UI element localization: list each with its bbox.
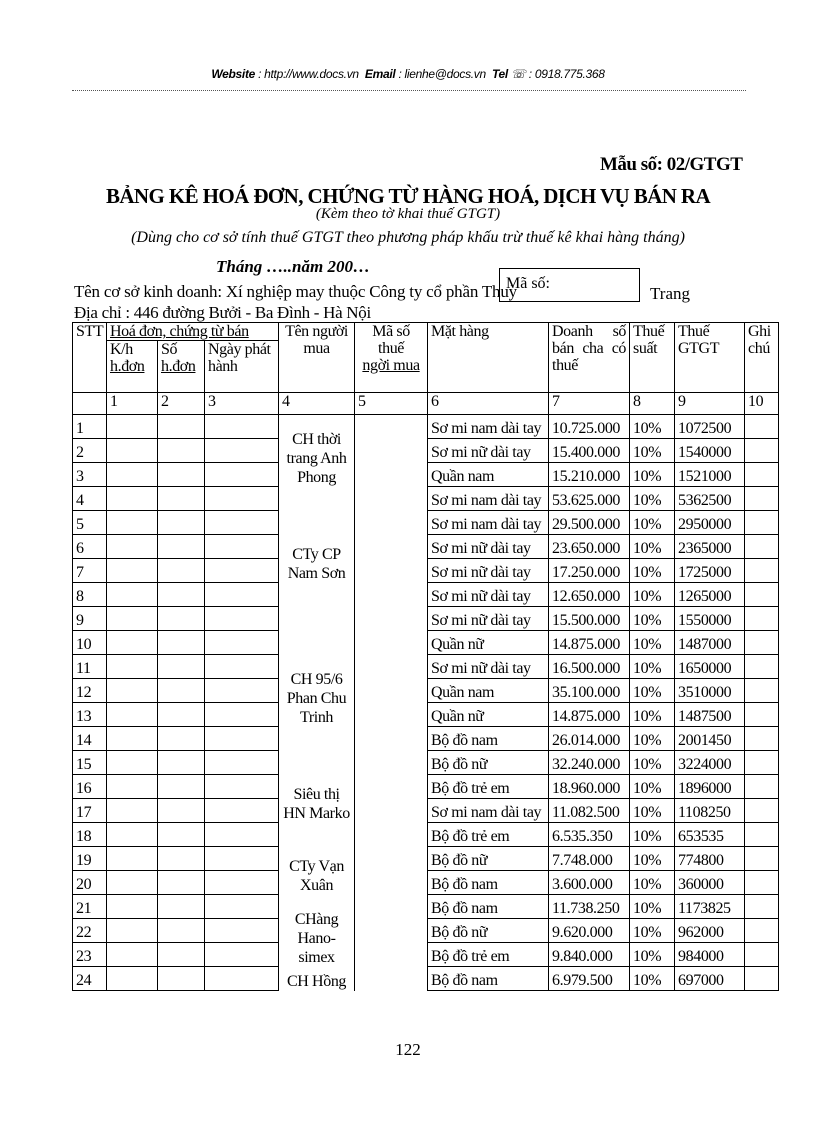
row-invoice-number xyxy=(158,511,205,535)
row-tax-rate: 10% xyxy=(630,679,675,703)
row-item: Bộ đồ nữ xyxy=(428,847,549,871)
row-invoice-symbol xyxy=(107,967,158,991)
row-stt: 18 xyxy=(73,823,107,847)
row-vat: 1550000 xyxy=(675,607,745,631)
row-revenue: 6.535.350 xyxy=(549,823,630,847)
row-revenue: 9.620.000 xyxy=(549,919,630,943)
row-invoice-number xyxy=(158,607,205,631)
form-number: Mẫu số: 02/GTGT xyxy=(600,154,743,175)
col-header-kh: K/h h.đơn xyxy=(107,341,158,393)
row-tax-rate: 10% xyxy=(630,583,675,607)
row-item: Bộ đồ nữ xyxy=(428,919,549,943)
row-stt: 6 xyxy=(73,535,107,559)
row-tax-rate: 10% xyxy=(630,727,675,751)
row-note xyxy=(745,967,779,991)
row-revenue: 23.650.000 xyxy=(549,535,630,559)
row-invoice-symbol xyxy=(107,439,158,463)
column-number xyxy=(73,393,107,415)
row-invoice-number xyxy=(158,463,205,487)
row-tax-rate: 10% xyxy=(630,919,675,943)
row-vat: 1521000 xyxy=(675,463,745,487)
row-stt: 12 xyxy=(73,679,107,703)
row-buyer-taxid xyxy=(355,487,428,583)
row-invoice-date xyxy=(205,703,279,727)
row-tax-rate: 10% xyxy=(630,535,675,559)
row-note xyxy=(745,583,779,607)
row-buyer-name: CHàng Hano-simex xyxy=(279,895,355,967)
row-revenue: 6.979.500 xyxy=(549,967,630,991)
row-revenue: 15.210.000 xyxy=(549,463,630,487)
row-buyer-name: CH 95/6 Phan Chu Trinh xyxy=(279,583,355,727)
row-note xyxy=(745,703,779,727)
row-stt: 23 xyxy=(73,943,107,967)
row-item: Bộ đồ trẻ em xyxy=(428,775,549,799)
row-note xyxy=(745,919,779,943)
row-note xyxy=(745,871,779,895)
row-invoice-symbol xyxy=(107,847,158,871)
row-item: Quần nữ xyxy=(428,703,549,727)
row-tax-rate: 10% xyxy=(630,703,675,727)
row-invoice-number xyxy=(158,967,205,991)
row-item: Sơ mi nữ dài tay xyxy=(428,439,549,463)
row-vat: 984000 xyxy=(675,943,745,967)
tel-label: Tel xyxy=(491,67,508,81)
row-invoice-symbol xyxy=(107,823,158,847)
col-header-item: Mặt hàng xyxy=(428,323,549,393)
row-tax-rate: 10% xyxy=(630,463,675,487)
row-note xyxy=(745,799,779,823)
column-number: 3 xyxy=(205,393,279,415)
col-header-invoice-group: Hoá đơn, chứng từ bán xyxy=(107,323,279,341)
row-vat: 2001450 xyxy=(675,727,745,751)
row-stt: 5 xyxy=(73,511,107,535)
row-revenue: 12.650.000 xyxy=(549,583,630,607)
row-note xyxy=(745,895,779,919)
col-header-date: Ngày phát hành xyxy=(205,341,279,393)
row-vat: 2365000 xyxy=(675,535,745,559)
row-stt: 4 xyxy=(73,487,107,511)
row-item: Sơ mi nữ dài tay xyxy=(428,607,549,631)
email-label: Email xyxy=(364,67,396,81)
row-tax-rate: 10% xyxy=(630,655,675,679)
row-tax-rate: 10% xyxy=(630,439,675,463)
row-invoice-date xyxy=(205,511,279,535)
row-buyer-name: CH Hồng xyxy=(279,967,355,991)
row-tax-rate: 10% xyxy=(630,967,675,991)
row-invoice-date xyxy=(205,607,279,631)
col-header-note: Ghi chú xyxy=(745,323,779,393)
table-row xyxy=(73,727,779,751)
row-item: Quần nam xyxy=(428,463,549,487)
row-tax-rate: 10% xyxy=(630,751,675,775)
col-header-buyer-taxid: Mã số thuế ngời mua xyxy=(355,323,428,393)
column-number: 7 xyxy=(549,393,630,415)
row-note xyxy=(745,679,779,703)
row-buyer-name: CH thời trang Anh Phong xyxy=(279,415,355,487)
row-invoice-symbol xyxy=(107,655,158,679)
table-row xyxy=(73,583,779,607)
row-revenue: 17.250.000 xyxy=(549,559,630,583)
row-invoice-date xyxy=(205,415,279,439)
row-revenue: 11.738.250 xyxy=(549,895,630,919)
row-invoice-symbol xyxy=(107,919,158,943)
row-note xyxy=(745,823,779,847)
column-number: 10 xyxy=(745,393,779,415)
row-invoice-symbol xyxy=(107,799,158,823)
subtitle-method: (Dùng cho cơ sở tính thuế GTGT theo phương pháp khấu trừ thuế kê khai hàng tháng) xyxy=(131,229,685,246)
row-buyer-taxid xyxy=(355,727,428,823)
row-invoice-date xyxy=(205,871,279,895)
row-vat: 1540000 xyxy=(675,439,745,463)
row-stt: 7 xyxy=(73,559,107,583)
row-item: Sơ mi nữ dài tay xyxy=(428,535,549,559)
row-vat: 1487000 xyxy=(675,631,745,655)
row-item: Bộ đồ nam xyxy=(428,895,549,919)
row-stt: 17 xyxy=(73,799,107,823)
row-vat: 697000 xyxy=(675,967,745,991)
row-item: Sơ mi nam dài tay xyxy=(428,799,549,823)
row-invoice-symbol xyxy=(107,703,158,727)
row-invoice-symbol xyxy=(107,511,158,535)
row-stt: 2 xyxy=(73,439,107,463)
row-note xyxy=(745,535,779,559)
row-tax-rate: 10% xyxy=(630,847,675,871)
row-revenue: 53.625.000 xyxy=(549,487,630,511)
row-invoice-symbol xyxy=(107,871,158,895)
row-stt: 10 xyxy=(73,631,107,655)
row-invoice-number xyxy=(158,847,205,871)
row-revenue: 15.500.000 xyxy=(549,607,630,631)
row-buyer-name: CTy CP Nam Sơn xyxy=(279,487,355,583)
row-invoice-date xyxy=(205,727,279,751)
row-invoice-date xyxy=(205,583,279,607)
row-stt: 11 xyxy=(73,655,107,679)
row-vat: 1072500 xyxy=(675,415,745,439)
row-vat: 1650000 xyxy=(675,655,745,679)
row-tax-rate: 10% xyxy=(630,871,675,895)
row-note xyxy=(745,655,779,679)
row-stt: 3 xyxy=(73,463,107,487)
row-tax-rate: 10% xyxy=(630,823,675,847)
row-revenue: 26.014.000 xyxy=(549,727,630,751)
row-item: Bộ đồ nữ xyxy=(428,751,549,775)
row-revenue: 18.960.000 xyxy=(549,775,630,799)
row-note xyxy=(745,559,779,583)
phone-icon: ☏ xyxy=(511,67,526,81)
row-item: Sơ mi nam dài tay xyxy=(428,415,549,439)
row-buyer-name: CTy Vạn Xuân xyxy=(279,823,355,895)
subtitle-attachment: (Kèm theo tờ khai thuế GTGT) xyxy=(315,206,501,222)
row-tax-rate: 10% xyxy=(630,415,675,439)
row-revenue: 29.500.000 xyxy=(549,511,630,535)
row-invoice-date xyxy=(205,895,279,919)
row-item: Bộ đồ nam xyxy=(428,967,549,991)
email-address[interactable]: : lienhe@docs.vn xyxy=(398,67,486,81)
row-invoice-number xyxy=(158,943,205,967)
row-invoice-symbol xyxy=(107,559,158,583)
row-stt: 22 xyxy=(73,919,107,943)
row-invoice-number xyxy=(158,631,205,655)
business-name: Tên cơ sở kinh doanh: Xí nghiệp may thuộc Công ty cổ phần Thuỳ xyxy=(74,282,517,301)
invoice-table xyxy=(72,322,779,991)
row-invoice-date xyxy=(205,535,279,559)
table-body xyxy=(73,415,779,991)
row-revenue: 15.400.000 xyxy=(549,439,630,463)
row-revenue: 3.600.000 xyxy=(549,871,630,895)
col-header-tax-rate: Thuế suất xyxy=(630,323,675,393)
row-tax-rate: 10% xyxy=(630,487,675,511)
document-title: BẢNG KÊ HOÁ ĐƠN, CHỨNG TỪ HÀNG HOÁ, DỊCH VỤ BÁN RA xyxy=(105,184,711,208)
row-invoice-symbol xyxy=(107,775,158,799)
row-tax-rate: 10% xyxy=(630,775,675,799)
table-row xyxy=(73,895,779,919)
row-invoice-number xyxy=(158,775,205,799)
row-tax-rate: 10% xyxy=(630,559,675,583)
row-note xyxy=(745,463,779,487)
row-invoice-number xyxy=(158,559,205,583)
row-note xyxy=(745,847,779,871)
row-revenue: 14.875.000 xyxy=(549,631,630,655)
reporting-period: Tháng …..năm 200… xyxy=(216,257,370,276)
row-note xyxy=(745,943,779,967)
row-invoice-symbol xyxy=(107,895,158,919)
row-invoice-date xyxy=(205,943,279,967)
row-buyer-taxid xyxy=(355,967,428,991)
row-vat: 774800 xyxy=(675,847,745,871)
row-buyer-taxid xyxy=(355,583,428,727)
col-header-so: Số h.đơn xyxy=(158,341,205,393)
row-invoice-symbol xyxy=(107,607,158,631)
row-note xyxy=(745,439,779,463)
row-invoice-date xyxy=(205,463,279,487)
row-invoice-date xyxy=(205,919,279,943)
row-invoice-symbol xyxy=(107,727,158,751)
column-number: 9 xyxy=(675,393,745,415)
row-buyer-taxid xyxy=(355,415,428,487)
row-item: Bộ đồ trẻ em xyxy=(428,943,549,967)
row-invoice-date xyxy=(205,559,279,583)
row-tax-rate: 10% xyxy=(630,943,675,967)
row-stt: 15 xyxy=(73,751,107,775)
row-invoice-number xyxy=(158,655,205,679)
row-note xyxy=(745,751,779,775)
row-vat: 653535 xyxy=(675,823,745,847)
row-stt: 14 xyxy=(73,727,107,751)
row-invoice-symbol xyxy=(107,415,158,439)
row-note xyxy=(745,631,779,655)
row-vat: 5362500 xyxy=(675,487,745,511)
row-vat: 1265000 xyxy=(675,583,745,607)
row-invoice-date xyxy=(205,631,279,655)
table-row xyxy=(73,487,779,511)
row-invoice-number xyxy=(158,751,205,775)
row-stt: 1 xyxy=(73,415,107,439)
row-stt: 20 xyxy=(73,871,107,895)
row-note xyxy=(745,607,779,631)
tax-code-label: Mã số: xyxy=(506,275,550,292)
table-row xyxy=(73,967,779,991)
row-tax-rate: 10% xyxy=(630,511,675,535)
row-invoice-symbol xyxy=(107,679,158,703)
row-invoice-number xyxy=(158,727,205,751)
table-header-row-1 xyxy=(73,323,779,341)
row-invoice-number xyxy=(158,703,205,727)
row-invoice-symbol xyxy=(107,943,158,967)
row-invoice-date xyxy=(205,799,279,823)
row-invoice-symbol xyxy=(107,631,158,655)
column-number-row xyxy=(73,393,779,415)
tel-number: : 0918.775.368 xyxy=(528,67,605,81)
table-row xyxy=(73,823,779,847)
row-vat: 1896000 xyxy=(675,775,745,799)
row-vat: 3510000 xyxy=(675,679,745,703)
row-note xyxy=(745,487,779,511)
row-item: Bộ đồ nam xyxy=(428,871,549,895)
row-revenue: 32.240.000 xyxy=(549,751,630,775)
column-number: 6 xyxy=(428,393,549,415)
column-number: 4 xyxy=(279,393,355,415)
column-number: 8 xyxy=(630,393,675,415)
row-invoice-number xyxy=(158,535,205,559)
row-invoice-number xyxy=(158,583,205,607)
row-invoice-number xyxy=(158,919,205,943)
col-header-stt: STT xyxy=(73,323,107,393)
row-note xyxy=(745,511,779,535)
website-label: Website xyxy=(211,67,256,81)
row-tax-rate: 10% xyxy=(630,607,675,631)
row-vat: 1487500 xyxy=(675,703,745,727)
row-item: Sơ mi nam dài tay xyxy=(428,487,549,511)
row-stt: 13 xyxy=(73,703,107,727)
row-invoice-date xyxy=(205,439,279,463)
row-item: Quần nam xyxy=(428,679,549,703)
row-stt: 16 xyxy=(73,775,107,799)
row-vat: 962000 xyxy=(675,919,745,943)
row-invoice-number xyxy=(158,439,205,463)
row-revenue: 11.082.500 xyxy=(549,799,630,823)
row-item: Sơ mi nữ dài tay xyxy=(428,583,549,607)
row-revenue: 10.725.000 xyxy=(549,415,630,439)
row-item: Quần nữ xyxy=(428,631,549,655)
row-note xyxy=(745,727,779,751)
row-tax-rate: 10% xyxy=(630,799,675,823)
col-header-revenue: Doanh số bán cha có thuế xyxy=(549,323,630,393)
row-invoice-date xyxy=(205,751,279,775)
row-stt: 8 xyxy=(73,583,107,607)
row-stt: 21 xyxy=(73,895,107,919)
row-stt: 19 xyxy=(73,847,107,871)
row-revenue: 7.748.000 xyxy=(549,847,630,871)
column-number: 2 xyxy=(158,393,205,415)
row-vat: 1108250 xyxy=(675,799,745,823)
row-invoice-date xyxy=(205,775,279,799)
column-number: 1 xyxy=(107,393,158,415)
row-invoice-symbol xyxy=(107,463,158,487)
row-tax-rate: 10% xyxy=(630,895,675,919)
row-invoice-number xyxy=(158,823,205,847)
row-vat: 360000 xyxy=(675,871,745,895)
row-item: Bộ đồ nam xyxy=(428,727,549,751)
row-invoice-number xyxy=(158,799,205,823)
row-stt: 24 xyxy=(73,967,107,991)
row-tax-rate: 10% xyxy=(630,631,675,655)
page-header xyxy=(0,67,816,81)
row-invoice-symbol xyxy=(107,583,158,607)
row-invoice-number xyxy=(158,895,205,919)
row-item: Sơ mi nam dài tay xyxy=(428,511,549,535)
row-stt: 9 xyxy=(73,607,107,631)
row-item: Sơ mi nữ dài tay xyxy=(428,655,549,679)
row-vat: 2950000 xyxy=(675,511,745,535)
row-invoice-number xyxy=(158,415,205,439)
row-invoice-date xyxy=(205,823,279,847)
row-revenue: 16.500.000 xyxy=(549,655,630,679)
row-vat: 3224000 xyxy=(675,751,745,775)
row-invoice-date xyxy=(205,679,279,703)
row-revenue: 9.840.000 xyxy=(549,943,630,967)
row-invoice-number xyxy=(158,679,205,703)
row-vat: 1725000 xyxy=(675,559,745,583)
row-invoice-number xyxy=(158,871,205,895)
row-invoice-date xyxy=(205,487,279,511)
row-invoice-date xyxy=(205,847,279,871)
row-buyer-name: Siêu thị HN Marko xyxy=(279,727,355,823)
row-invoice-date xyxy=(205,967,279,991)
tax-code-box[interactable] xyxy=(499,268,640,302)
row-invoice-number xyxy=(158,487,205,511)
row-vat: 1173825 xyxy=(675,895,745,919)
table-row xyxy=(73,415,779,439)
page-label: Trang xyxy=(650,284,690,303)
col-header-vat: Thuế GTGT xyxy=(675,323,745,393)
row-buyer-taxid xyxy=(355,823,428,895)
row-revenue: 14.875.000 xyxy=(549,703,630,727)
row-invoice-date xyxy=(205,655,279,679)
row-note xyxy=(745,415,779,439)
row-buyer-taxid xyxy=(355,895,428,967)
row-note xyxy=(745,775,779,799)
website-url[interactable]: : http://www.docs.vn xyxy=(258,67,359,81)
page-number: 122 xyxy=(395,1040,421,1059)
row-revenue: 35.100.000 xyxy=(549,679,630,703)
row-invoice-symbol xyxy=(107,751,158,775)
row-item: Sơ mi nữ dài tay xyxy=(428,559,549,583)
col-header-buyer: Tên người mua xyxy=(279,323,355,393)
column-number: 5 xyxy=(355,393,428,415)
row-invoice-symbol xyxy=(107,535,158,559)
header-divider xyxy=(72,90,746,91)
business-address: Địa chỉ : 446 đường Bưởi - Ba Đình - Hà Nội xyxy=(74,303,371,322)
row-item: Bộ đồ trẻ em xyxy=(428,823,549,847)
row-invoice-symbol xyxy=(107,487,158,511)
